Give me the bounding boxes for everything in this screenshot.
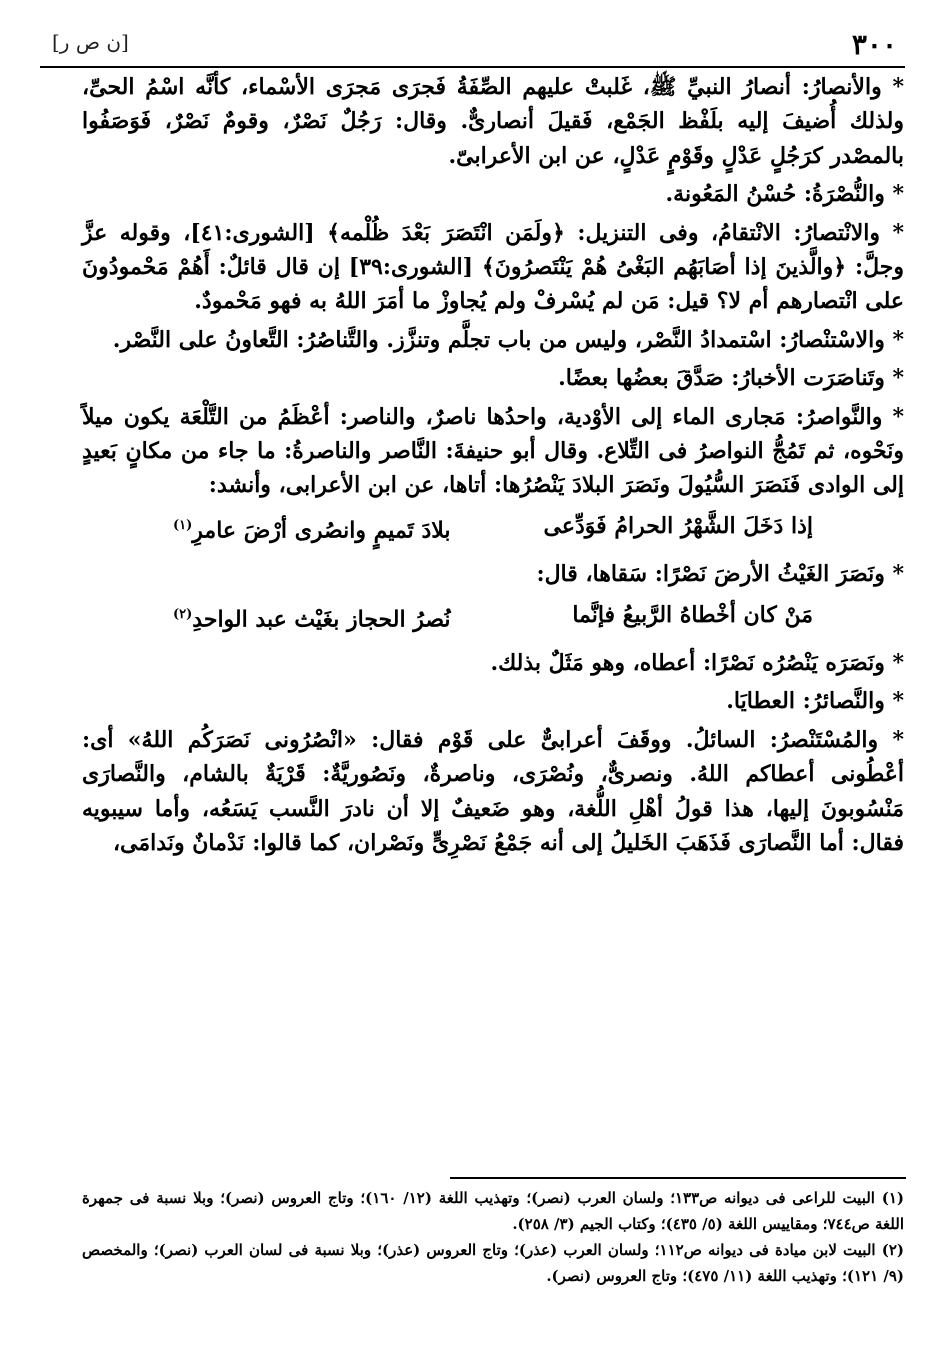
footnote-divider — [450, 1177, 906, 1179]
paragraph-nasarahu: * ونَصَرَه يَنْصُرُه نَصْرًا: أعطاه، وهو مَثَلٌ بذلك. — [490, 649, 904, 676]
footnote-1: (١) البيت للراعى فى ديوانه ص١٣٣؛ ولسان العرب (نصر)؛ وتهذيب اللغة (١٢/ ١٦٠)؛ وتاج العروس (نصر)؛ وبلا نسبة فى جمهرة اللغة ص٧٤٤؛ ومقاييس اللغة (٥/ ٤٣٥)؛ وكتاب الجيم (٣/ ٢٥٨). — [82, 1189, 905, 1233]
root-heading: [ن ص ر] — [52, 30, 129, 54]
verse-1 — [173, 507, 813, 549]
verse-1-hemistich-right: إذا دَخَلَ الشَّهْرُ الحرامُ فَوَدِّعى — [543, 512, 813, 539]
paragraph-istinsar: * والاسْتنْصارُ: اسْتمدادُ النَّصْر، وليس من باب تجلَّم وتنزَّز. والتَّناصُرُ: التَّعاونُ على النَّصْر. — [112, 326, 904, 353]
verse-1-hemistich-left: بلادَ تَميمٍ وانصُرى أرْضَ عامرِ$^{(١)}$ — [173, 517, 451, 544]
paragraph-nasair: * والنَّصائرُ: العطايَا. — [726, 688, 904, 715]
paragraph-ansar: * والأنصارُ: أنصارُ النبيِّ ﷺ، غَلبتْ عليهم الصِّفَةُ فَجرَى مَجرَى الأسْماء، كأنَّه اسْمُ الحىِّ، ولذلك أُضيفَ إليه بلَفْظ الجَمْع، فَقيلَ أنصارىٌّ. وقال: رَجُلٌ نَصْرٌ، وقومٌ نَصْرٌ، فَوَصَفُوا بالمصْدر كرَجُلٍ عَدْلٍ وقَوْمٍ عَدْلٍ، عن ابن الأعرابىّ. — [82, 74, 904, 169]
paragraph-nawasir: * والنَّواصرُ: مَجارى الماء إلى الأوْدية، واحدُها ناصرٌ، والناصر: أعْظَمُ من التَّلْعَة يكون ميلاً ونَحْوه، ثم تَمُجُّ النواصرُ فى التِّلاع. وقال أبو حنيفةَ: النَّاصر والناصرةُ: ما جاء من مكانٍ بَعيدٍ إلى الوادى فَنَصَرَ السُّيُولَ ونَصَرَ البلادَ يَنْصُرُها: أتاها، عن ابن الأعرابى، وأنشد: — [82, 403, 904, 499]
verse-2-hemistich-right: مَنْ كان أخْطاهُ الرَّبيعُ فإنَّما — [572, 601, 813, 628]
page-header — [40, 22, 905, 68]
footnotes — [82, 1186, 904, 1290]
paragraph-nasara-ghayth: * ونَصَرَ الغَيْثُ الأرضَ نَصْرًا: سَقاها، قال: — [536, 561, 904, 588]
footnote-2: (٢) البيت لابن ميادة فى ديوانه ص١١٢؛ ولسان العرب (عذر)؛ وتاج العروس (عذر)؛ وبلا نسبة فى لسان العرب (نصر)؛ والمخصص (٩/ ١٢١)؛ وتهذيب اللغة (١١/ ٤٧٥)؛ وتاج العروس (نصر). — [82, 1241, 904, 1285]
verse-2-hemistich-left: نُصرُ الحجاز بغَيْث عبد الواحدِ$^{(٢)}$ — [173, 605, 451, 632]
main-text — [82, 70, 904, 864]
paragraph-intisar: * والانْتصارُ: الانْتقامُ، وفى التنزيل: ﴿ولَمَن انْتَصَرَ بَعْدَ ظُلْمه﴾ [الشورى:٤١]، وقوله عزَّ وجلَّ: ﴿والَّذينَ إذا أصَابَهُم البَغْىُ هُمْ يَنْتَصرُونَ﴾ [الشورى:٣٩] إن قال قائلٌ: أَهُمْ مَحْمودُونَ على انْتصارهم أم لا؟ قيل: مَن لم يُسْرفْ ولم يُجاوزْ ما أمَرَ اللهُ به فهو مَحْمودٌ. — [82, 219, 904, 315]
verse-2 — [173, 596, 813, 638]
footnote-ref-2: (٢) — [173, 606, 193, 622]
page-number: ٣٠٠ — [851, 28, 897, 61]
paragraph-nusra: * والنُّصْرَةُ: حُسْنُ المَعُونة. — [665, 181, 904, 208]
footnote-ref-1: (١) — [173, 517, 193, 533]
paragraph-mustansir: * والمُسْتَنْصرُ: السائلُ. ووقَفَ أعرابىٌّ على قَوْم فقال: «انْصُرُونى نَصَرَكُم اللهُ» أى: أعْطُونى أعطاكم اللهُ. ونصرىٌّ، ونُصْرَى، وناصرةٌ، ونَصُوريَّةٌ: قَرْيَةٌ بالشام، والنَّصارَى مَنْسُوبونَ إليها، هذا قولُ أهْلِ اللُّغة، وهو ضَعيفٌ إلا أن نادرَ النَّسب يَسَعُه، وأما سيبويه فقال: أما النَّصارَى فَذَهَبَ الخَليلُ إلى أنه جَمْعُ نَصْرِىٍّ ونَصْران، كما قالوا: نَدْمانٌ ونَدامَى، — [82, 726, 904, 856]
paragraph-tanasurat: * وتَناصَرَت الأخبارُ: صَدَّقَ بعضُها بعضًا. — [558, 365, 904, 392]
